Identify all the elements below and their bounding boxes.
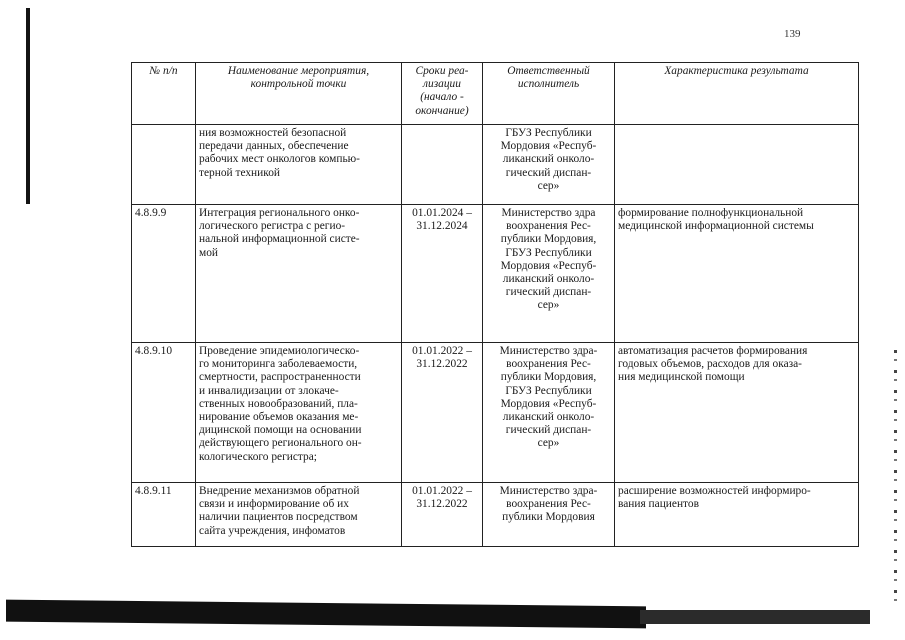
header-num: № п/п — [132, 63, 196, 125]
row-num — [132, 125, 196, 205]
row-name: Интеграция регионального онко- логического регистра с регио- нальной информационной систе- мой — [196, 205, 402, 343]
row-name: Проведение эпидемиологическо- го мониторинга заболеваемости, смертности, распространенности и инвалидизации от злокаче- ственных новообразований, пла- нирование объемов оказания ме- дицинской помощи на основании действующего регионального он- кологического регистра; — [196, 343, 402, 483]
row-result: автоматизация расчетов формирования годовых объемов, расходов для оказа- ния медицинской помощи — [615, 343, 859, 483]
row-dates: 01.01.2022 – 31.12.2022 — [402, 343, 483, 483]
row-executor: Министерство здра воохранения Рес- публики Мордовия, ГБУЗ Республики Мордовия «Респуб- ликанский онколо- гический диспан- сер» — [483, 205, 615, 343]
row-name: ния возможностей безопасной передачи данных, обеспечение рабочих мест онкологов компью- терной техникой — [196, 125, 402, 205]
scan-edge-left — [26, 8, 30, 204]
row-result: формирование полнофункциональной медицинской информационной системы — [615, 205, 859, 343]
header-result: Характеристика результата — [615, 63, 859, 125]
table-row — [132, 343, 859, 483]
table-row — [132, 483, 859, 547]
row-name: Внедрение механизмов обратной связи и информирование об их наличии пациентов посредством сайта учреждения, инфоматов — [196, 483, 402, 547]
row-dates: 01.01.2024 – 31.12.2024 — [402, 205, 483, 343]
row-result: расширение возможностей информиро- вания пациентов — [615, 483, 859, 547]
row-num: 4.8.9.9 — [132, 205, 196, 343]
scan-edge-bottom — [6, 600, 646, 629]
plan-table — [131, 62, 859, 547]
scan-edge-right — [894, 350, 897, 610]
row-executor: ГБУЗ Республики Мордовия «Респуб- ликанский онколо- гический диспан- сер» — [483, 125, 615, 205]
page-number: 139 — [784, 28, 801, 40]
table-row — [132, 125, 859, 205]
row-num: 4.8.9.11 — [132, 483, 196, 547]
header-dates: Сроки реа- лизации (начало - окончание) — [402, 63, 483, 125]
row-num: 4.8.9.10 — [132, 343, 196, 483]
scan-edge-bottom-right — [640, 610, 870, 624]
row-result — [615, 125, 859, 205]
header-executor: Ответственный исполнитель — [483, 63, 615, 125]
table-row — [132, 205, 859, 343]
table-header-row — [132, 63, 859, 125]
header-name: Наименование мероприятия, контрольной точки — [196, 63, 402, 125]
row-executor: Министерство здра- воохранения Рес- публики Мордовия — [483, 483, 615, 547]
row-executor: Министерство здра- воохранения Рес- публики Мордовия, ГБУЗ Республики Мордовия «Респуб- ликанский онколо- гический диспан- сер» — [483, 343, 615, 483]
row-dates — [402, 125, 483, 205]
row-dates: 01.01.2022 – 31.12.2022 — [402, 483, 483, 547]
